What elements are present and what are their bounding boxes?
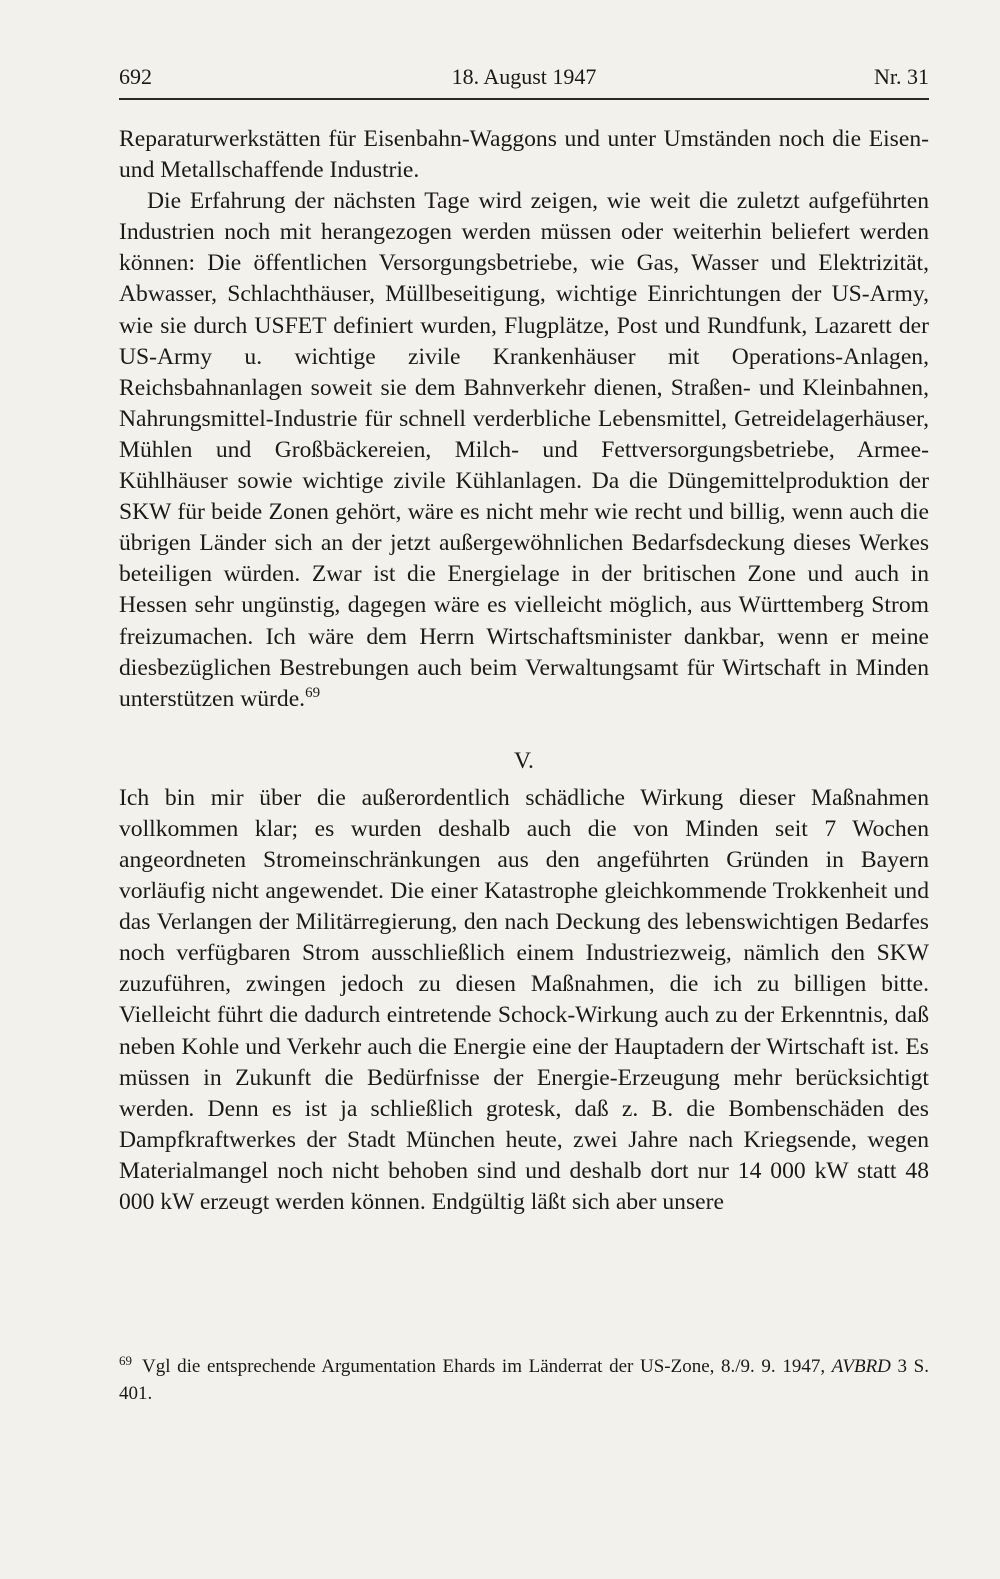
section-heading: V. <box>514 747 534 774</box>
running-header <box>119 62 929 100</box>
paragraph-continued: Reparaturwerkstätten für Eisenbahn-Waggons und unter Umständen noch die Eisen- und Metallschaffende Industrie. <box>119 126 929 184</box>
footnote-reference[interactable]: 69 <box>305 684 321 701</box>
issue-number: Nr. 31 <box>874 64 929 89</box>
footnote-area <box>119 1353 929 1407</box>
body-text <box>119 124 929 1218</box>
page-number: 692 <box>119 64 152 89</box>
paragraph-industries <box>119 186 929 715</box>
footnote-source-italic: AVBRD <box>831 1356 891 1377</box>
paragraph-section-v: Ich bin mir über die außerordentlich schädliche Wirkung dieser Maßnahmen vollkommen klar; es wurden deshalb auch die von Minden seit 7 Wochen angeordneten Stromeinschränkungen aus den angeführten Gründen in Bayern vorläufig nicht angewendet. Die einer Katastrophe gleichkommende Trokkenheit und das Verlangen der Militärregierung, den nach Deckung des lebenswichtigen Bedarfes noch verfügbaren Strom ausschließlich einem Industriezweig, nämlich den SKW zuzuführen, zwingen jedoch zu diesen Maßnahmen, die ich zu billigen bitte. Vielleicht führt die dadurch eintretende Schock-Wirkung auch zu der Erkenntnis, daß neben Kohle und Verkehr auch die Energie eine der Hauptadern der Wirtschaft ist. Es müssen in Zukunft die Bedürfnisse der Energie-Erzeugung mehr berücksichtigt werden. Denn es ist ja schließlich grotesk, daß z. B. die Bombenschäden des Dampfkraftwerkes der Stadt München heute, zwei Jahre nach Kriegsende, wegen Materialmangel noch nicht behoben sind und deshalb dort nur 14 000 kW statt 48 000 kW erzeugt werden können. Endgültig läßt sich aber unsere <box>119 784 929 1215</box>
footnote-number: 69 <box>119 1352 132 1368</box>
footnote-text: Vgl die entsprechende Argumentation Ehards im Länderrat der US-Zone, 8./9. 9. 1947, <box>142 1356 832 1377</box>
footnote-item <box>119 1353 929 1407</box>
paragraph-industries-text: Die Erfahrung der nächsten Tage wird zeigen, wie weit die zuletzt aufgeführten Industrien noch mit herangezogen werden müssen oder weiterhin beliefert werden können: Die öffentlichen Versorgungsbetriebe, wie Gas, Wasser und Elektrizität, Abwasser, Schlachthäuser, Müllbeseitigung, wichtige Einrichtungen der US-Army, wie sie durch USFET definiert wurden, Flugplätze, Post und Rundfunk, Lazarett der US-Army u. wichtige zivile Krankenhäuser mit Operations-Anlagen, Reichsbahnanlagen soweit sie dem Bahnverkehr dienen, Straßen- und Kleinbahnen, Nahrungsmittel-Industrie für schnell verderbliche Lebensmittel, Getreidelagerhäuser, Mühlen und Großbäckereien, Milch- und Fettversorgungsbetriebe, Armee-Kühlhäuser sowie wichtige zivile Kühlanlagen. Da die Düngemittelproduktion der SKW für beide Zonen gehört, wäre es nicht mehr wie recht und billig, wenn auch die übrigen Länder sich an der jetzt außergewöhnlichen Bedarfsdeckung dieses Werkes beteiligen würden. Zwar ist die Energielage in der britischen Zone und auch in Hessen sehr ungünstig, dagegen wäre es vielleicht möglich, aus Württemberg Strom freizumachen. Ich wäre dem Herrn Wirtschaftsminister dankbar, wenn er meine diesbezüglichen Bestrebungen auch beim Verwaltungsamt für Wirtschaft in Minden unterstützen würde. <box>119 188 929 712</box>
footnote-source-rest: 3 S. 401. <box>119 1356 929 1404</box>
header-date: 18. August 1947 <box>451 64 597 89</box>
